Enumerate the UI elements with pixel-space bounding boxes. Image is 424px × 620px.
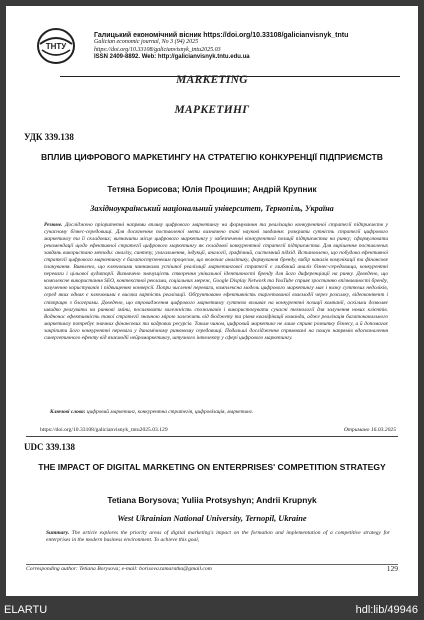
tntu-logo-icon bbox=[36, 26, 76, 66]
abstract-text-ua: Досліджено пріоритетні напрями впливу цифрового маркетингу на формування та реалізацію конкурентної стратегії підприємств у сучасному бізнес-середовищі. Для досягнення поставленої мети визначено такі наукові завдання: розкрити сутність стратегії цифрового маркетингу та її складових; визначити місце цифрового маркетингу у забезпеченні конкурентної позиції підприємства на ринку; сформулювати рекомендації щодо ефективної стратегії цифрового маркетингу як складової конкурентної стратегії підприємства. Для вирішення поставлених завдань використано методи: аналізу, синтезу, узагальнення, індукції, аналогії, графічний, системний підхід. Встановлено, що побудова ефективної стратегії цифрового маркетингу є багатоступеневим процесом, що включає аналітику, формування бренду, вибір каналів комунікації та фінансове планування. Виявлено, що ключовими чинниками успішної реалізації маркетингової стратегії є глибокий аналіз бізнес-середовища, конкурентні переваги і цільової аудиторії. Визначено значущість створення унікальної ідентичності бренду для його диференціації на ринку. Доведено, що комплексне використання SEO, контекстної реклами, соціальних мереж, Google Display Network та YouTube сприяє зростанню впізнаваності бренду, залученню користувачів і підвищенню конверсії. Попри численні переваги, комплексна модель цифрового маркетингу має і низку суттєвих недоліків, серед яких однак є ключовими є висока вартість реалізації. Обґрунтовано ефективність таргетованої взаємодії через розсилку, відеоконтент і співпрацю з блогерами. Доведено, що впровадження цифрового маркетингу суттєво впливає на конкурентні позиції компанії, оскільки дозволяє швидко реагувати на ринкові зміни, посилювати залежність споживачів і використовувати сучасні технології для залучення нових клієнтів. Водночас ефективність такої стратегії значною мірою залежить від бюджету та рівня кваліфікації команди, адже реалізація багатоканального маркетингу потребує значних фінансових та кадрових ресурсів. Таким чином, цифровий маркетинг не лише сприяє розвитку бізнесу, а й допомагає закріпити його конкурентні переваги у динамічному ринковому середовищі. Подальші дослідження спрямовані на пошук напрямів вдосконалення синергетичного ефекту від взаємодії нейромаркетингу, штучного інтелекту у сфері цифрового маркетингу. bbox=[44, 222, 388, 341]
handle-id[interactable]: hdl:lib/49946 bbox=[355, 604, 418, 616]
article-title-en: THE IMPACT OF DIGITAL MARKETING ON ENTERPRISES' COMPETITION STRATEGY bbox=[38, 462, 386, 472]
journal-header bbox=[26, 14, 406, 74]
section-title-ua: МАРКЕТИНГ bbox=[174, 104, 250, 116]
journal-page bbox=[6, 6, 418, 596]
udk-code-ua: УДК 339.138 bbox=[24, 132, 74, 142]
abstract-label-en: Summary. bbox=[46, 530, 70, 536]
udc-code-en: UDC 339.138 bbox=[24, 442, 75, 452]
abstract-label-ua: Резюме. bbox=[44, 222, 63, 228]
keywords-label-ua: Ключові слова: bbox=[50, 409, 86, 415]
repository-name[interactable]: ELARTU bbox=[4, 604, 48, 616]
corresponding-author: Corresponding author: Tetiana Borysova; e-mail: borisova.tamaratka@gmail.com bbox=[26, 566, 212, 572]
authors-ua: Тетяна Борисова; Юлія Процишин; Андрій Крупник bbox=[107, 185, 317, 194]
affiliation-ua: Західноукраїнський національний університет, Тернопіль, Україна bbox=[90, 204, 334, 213]
meta-divider bbox=[26, 436, 398, 437]
page-number: 129 bbox=[386, 564, 398, 573]
section-title-en: MARKETING bbox=[176, 74, 248, 86]
journal-issn: ISSN 2409-8892. Web: http://galicianvisnyk.tntu.edu.ua bbox=[94, 54, 250, 61]
keywords-text-ua: цифровий маркетинг, конкурентна стратегія, цифровізація, маркетинг. bbox=[86, 409, 254, 415]
abstract-text-en: The article explores the priority areas of digital marketing's impact on the formation and implementation of a competitive strategy for enterprises in the modern business environment. To achieve this goal, bbox=[46, 530, 391, 544]
viewer-status-bar bbox=[0, 600, 424, 620]
received-date: Отримано 16.03.2025 bbox=[343, 427, 396, 433]
footer-divider bbox=[26, 564, 398, 565]
affiliation-en: West Ukrainian National University, Ternopil, Ukraine bbox=[117, 514, 307, 523]
header-text-block bbox=[94, 32, 414, 62]
journal-doi-url: https://doi.org/10.33108/galicianvisnyk_tntu2025.03 bbox=[94, 46, 221, 53]
article-title-ua: ВПЛИВ ЦИФРОВОГО МАРКЕТИНГУ НА СТРАТЕГІЮ КОНКУРЕНЦІЇ ПІДПРИЄМСТВ bbox=[41, 152, 383, 162]
abstract-ua bbox=[44, 222, 388, 342]
page-footer bbox=[26, 566, 398, 578]
journal-title-en: Galician economic journal, No 3 (94) 2025 bbox=[94, 39, 199, 46]
journal-title-ua: Галицький економічний вісник https://doi.org/10.33108/galicianvisnyk_tntu bbox=[94, 32, 349, 39]
article-doi-link[interactable]: https://doi.org/10.33108/galicianvisnyk_tntu2025.03.129 bbox=[40, 427, 168, 433]
abstract-en bbox=[46, 530, 390, 544]
svg-text:ТНТУ: ТНТУ bbox=[45, 42, 67, 51]
keywords-ua bbox=[50, 409, 388, 416]
authors-en: Tetiana Borysova; Yuliia Protsyshyn; Andrii Krupnyk bbox=[107, 495, 317, 505]
